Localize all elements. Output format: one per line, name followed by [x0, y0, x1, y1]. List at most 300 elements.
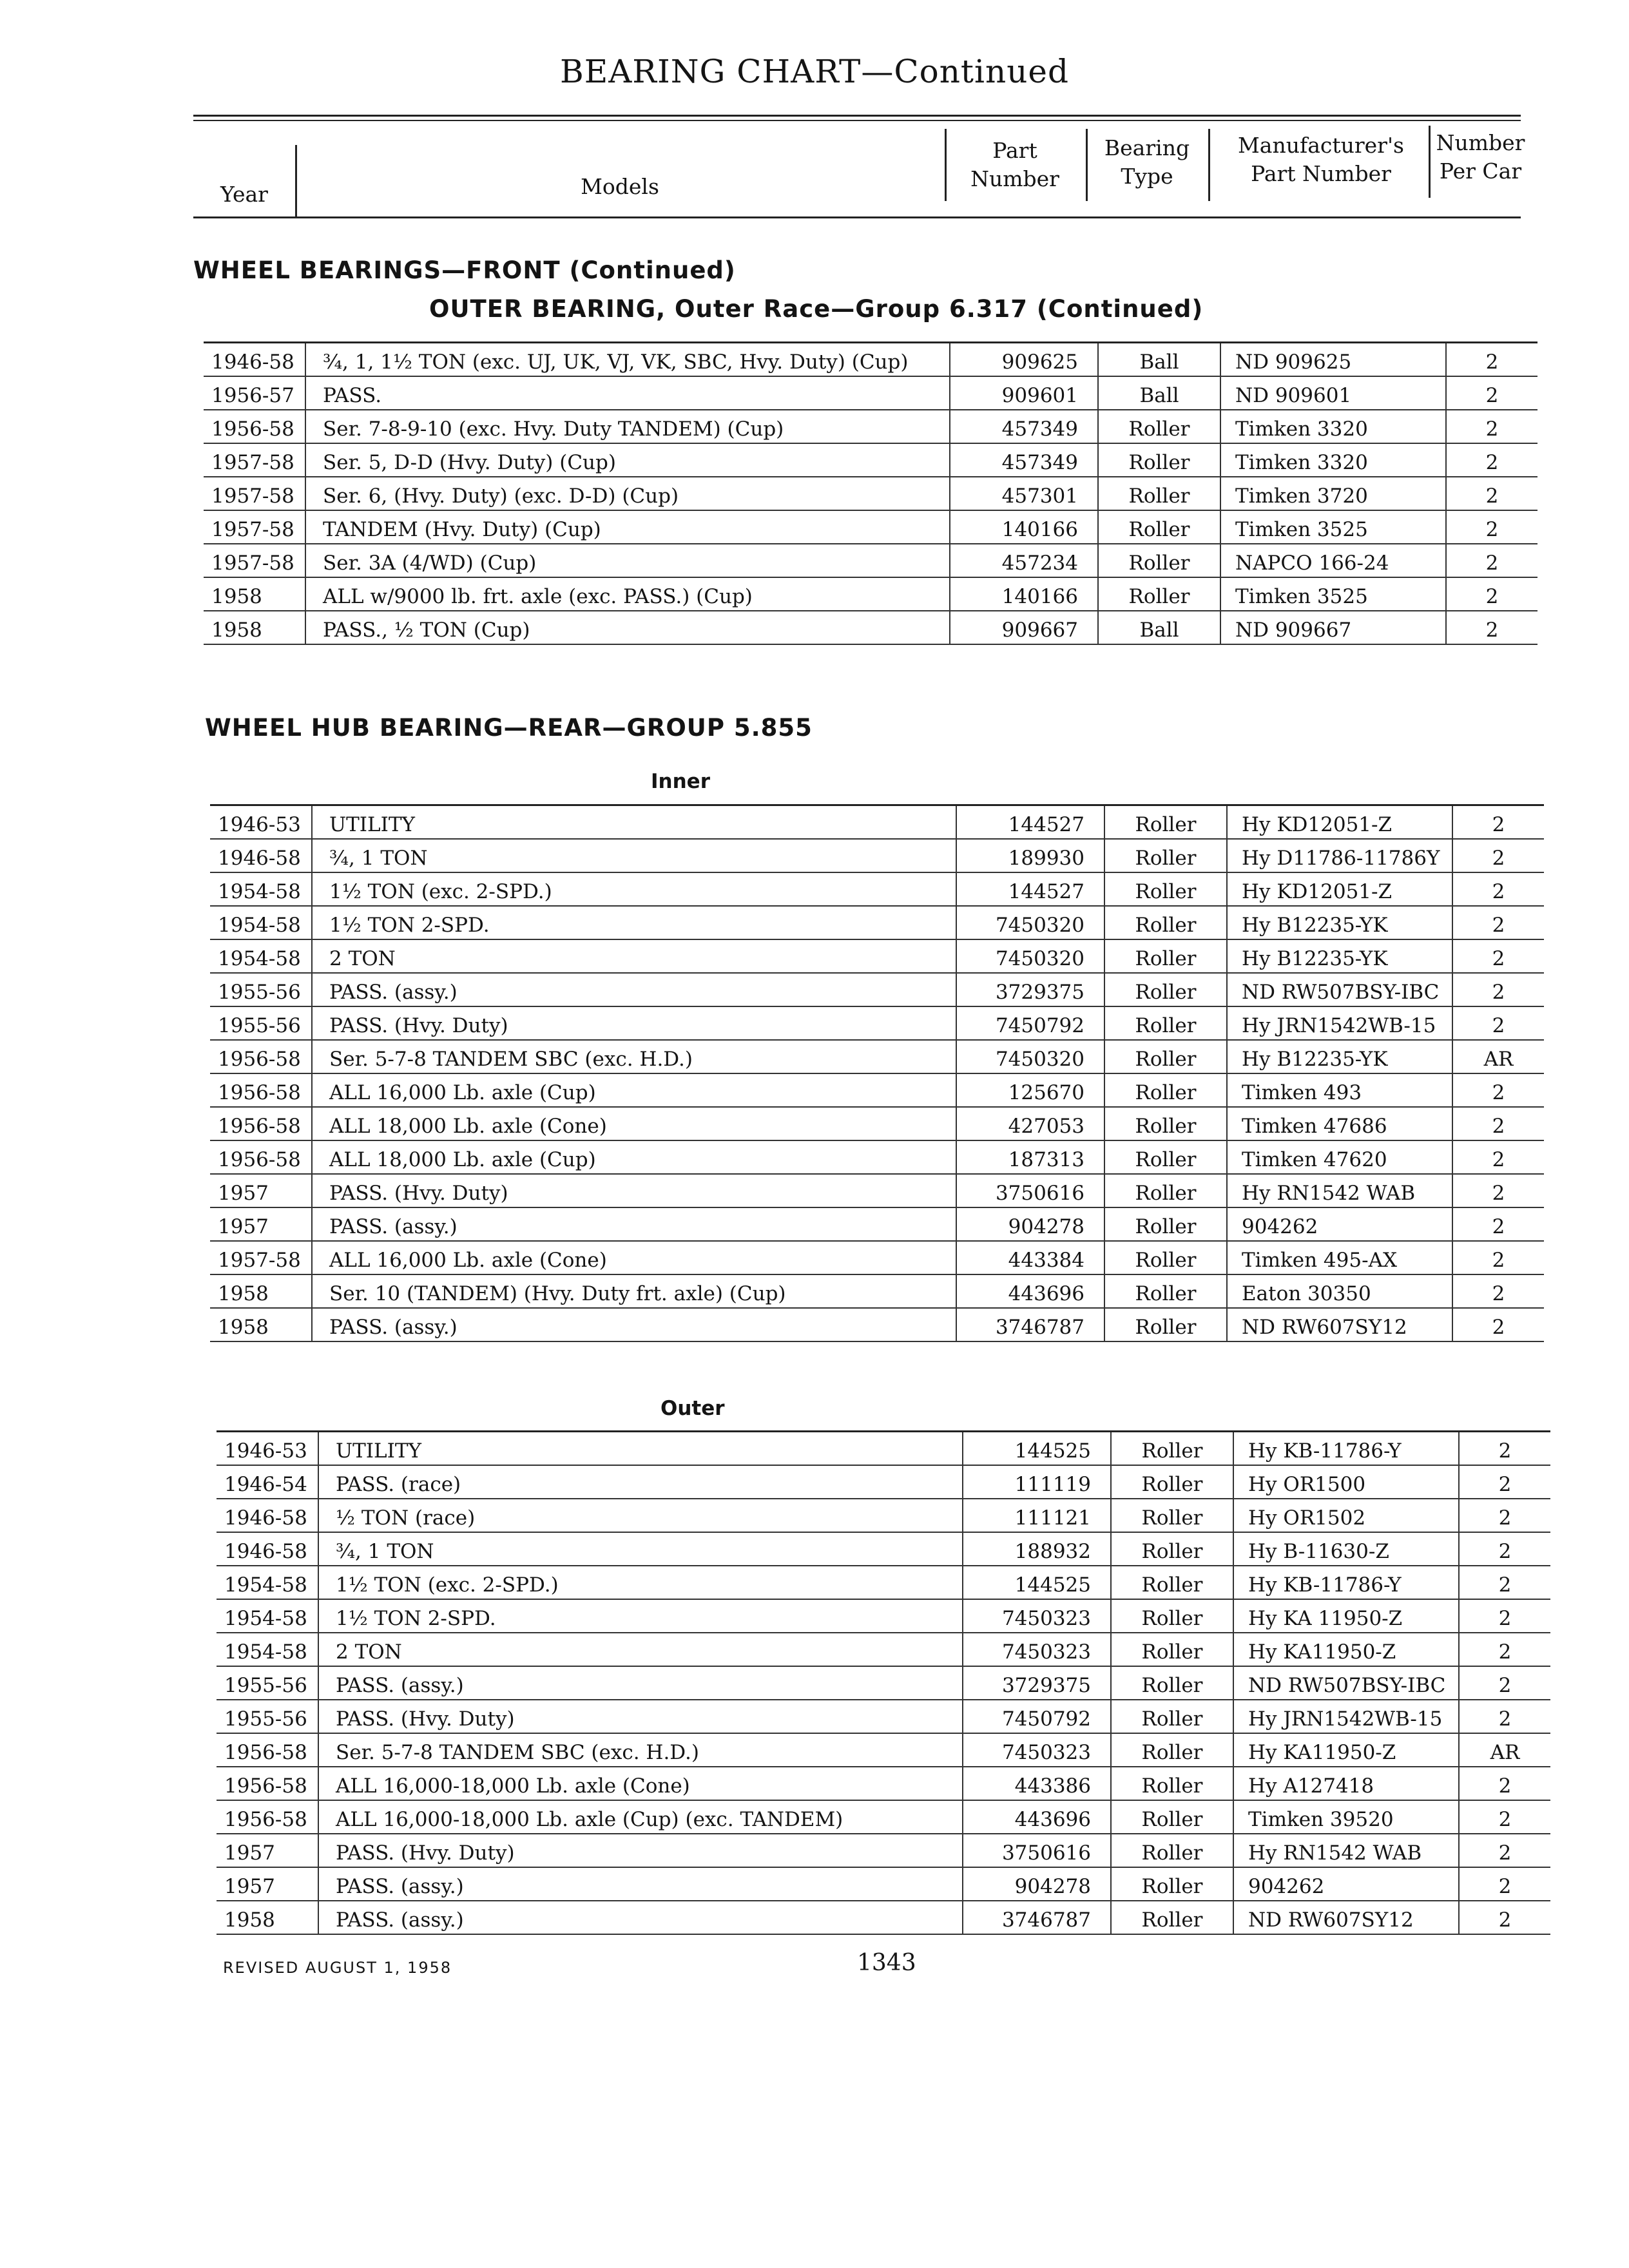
part-number-cell: 188932: [963, 1532, 1111, 1566]
year-cell: 1946-58: [217, 1532, 318, 1566]
number-per-car-cell: 2: [1446, 477, 1537, 510]
bearing-type-cell: Roller: [1098, 510, 1220, 544]
number-per-car-cell: 2: [1459, 1599, 1550, 1633]
part-number-cell: 111119: [963, 1465, 1111, 1499]
model-cell: 1½ TON (exc. 2-SPD.): [318, 1566, 963, 1599]
model-cell: ALL 18,000 Lb. axle (Cup): [312, 1140, 956, 1174]
manufacturer-part-cell: Hy KD12051-Z: [1227, 805, 1452, 840]
model-cell: PASS., ½ TON (Cup): [305, 611, 950, 644]
manufacturer-part-cell: Timken 39520: [1233, 1800, 1459, 1834]
bearing-type-cell: Ball: [1098, 343, 1220, 377]
year-cell: 1956-58: [210, 1073, 312, 1107]
number-per-car-cell: 2: [1459, 1666, 1550, 1700]
table-row: [217, 1666, 1550, 1700]
number-per-car-cell: 2: [1446, 577, 1537, 611]
table-row: [210, 906, 1544, 939]
revised-date: REVISED AUGUST 1, 1958: [223, 1959, 452, 1977]
year-cell: 1954-58: [210, 939, 312, 973]
manufacturer-part-cell: Hy KD12051-Z: [1227, 872, 1452, 906]
bearing-type-cell: Roller: [1098, 443, 1220, 477]
manufacturer-part-cell: Hy JRN1542WB-15: [1233, 1700, 1459, 1733]
table-row: [204, 343, 1537, 377]
part-number-cell: 427053: [956, 1107, 1104, 1140]
model-cell: PASS. (assy.): [312, 1308, 956, 1341]
bearing-type-cell: Roller: [1111, 1867, 1233, 1901]
subsection-title-inner: Inner: [651, 770, 710, 793]
number-per-car-cell: 2: [1459, 1499, 1550, 1532]
manufacturer-part-cell: Hy KA11950-Z: [1233, 1633, 1459, 1666]
manufacturer-part-cell: Hy B12235-YK: [1227, 906, 1452, 939]
manufacturer-part-cell: Hy B-11630-Z: [1233, 1532, 1459, 1566]
bearing-type-cell: Roller: [1104, 1308, 1227, 1341]
year-cell: 1957: [217, 1867, 318, 1901]
table-row: [204, 376, 1537, 410]
year-cell: 1957: [217, 1834, 318, 1867]
year-cell: 1958: [210, 1274, 312, 1308]
table-row: [210, 1006, 1544, 1040]
model-cell: PASS. (assy.): [318, 1901, 963, 1934]
year-cell: 1958: [204, 611, 305, 644]
number-per-car-cell: 2: [1452, 1006, 1544, 1040]
model-cell: ¾, 1 TON: [312, 839, 956, 872]
table-row: [210, 1073, 1544, 1107]
header-bottom-rule: [193, 216, 1521, 218]
section-title-front: WHEEL BEARINGS—FRONT (Continued): [193, 256, 736, 284]
manufacturer-part-cell: ND RW607SY12: [1233, 1901, 1459, 1934]
manufacturer-part-cell: Timken 3525: [1220, 577, 1446, 611]
bearing-type-cell: Roller: [1098, 577, 1220, 611]
bearing-type-cell: Roller: [1111, 1901, 1233, 1934]
year-cell: 1946-54: [217, 1465, 318, 1499]
header-divider: [1429, 126, 1431, 198]
model-cell: ALL 16,000-18,000 Lb. axle (Cone): [318, 1767, 963, 1800]
number-per-car-cell: 2: [1446, 443, 1537, 477]
table-row: [217, 1599, 1550, 1633]
model-cell: Ser. 10 (TANDEM) (Hvy. Duty frt. axle) (Cup): [312, 1274, 956, 1308]
year-cell: 1956-58: [204, 410, 305, 443]
part-number-cell: 909625: [950, 343, 1098, 377]
part-number-cell: 7450320: [956, 939, 1104, 973]
model-cell: Ser. 6, (Hvy. Duty) (exc. D-D) (Cup): [305, 477, 950, 510]
table-row: [204, 611, 1537, 644]
part-number-cell: 7450792: [956, 1006, 1104, 1040]
part-number-cell: 904278: [956, 1207, 1104, 1241]
number-per-car-cell: 2: [1459, 1767, 1550, 1800]
model-cell: PASS.: [305, 376, 950, 410]
model-cell: PASS. (assy.): [312, 973, 956, 1006]
model-cell: PASS. (race): [318, 1465, 963, 1499]
model-cell: ALL 16,000 Lb. axle (Cup): [312, 1073, 956, 1107]
bearing-type-cell: Roller: [1104, 1006, 1227, 1040]
year-cell: 1957-58: [204, 544, 305, 577]
table-row: [210, 839, 1544, 872]
manufacturer-part-cell: Hy KB-11786-Y: [1233, 1566, 1459, 1599]
model-cell: Ser. 5-7-8 TANDEM SBC (exc. H.D.): [312, 1040, 956, 1073]
manufacturer-part-cell: Timken 3320: [1220, 410, 1446, 443]
bearing-type-cell: Ball: [1098, 376, 1220, 410]
number-per-car-cell: 2: [1452, 973, 1544, 1006]
bearing-type-cell: Roller: [1104, 1140, 1227, 1174]
number-per-car-cell: 2: [1446, 376, 1537, 410]
number-per-car-cell: 2: [1459, 1566, 1550, 1599]
year-cell: 1957-58: [204, 477, 305, 510]
model-cell: 1½ TON 2-SPD.: [312, 906, 956, 939]
number-per-car-cell: 2: [1459, 1432, 1550, 1466]
manufacturer-part-cell: ND 909625: [1220, 343, 1446, 377]
bearing-type-cell: Roller: [1111, 1599, 1233, 1633]
bearing-type-cell: Roller: [1104, 839, 1227, 872]
year-cell: 1955-56: [217, 1700, 318, 1733]
year-cell: 1956-57: [204, 376, 305, 410]
manufacturer-part-cell: Hy OR1502: [1233, 1499, 1459, 1532]
number-per-car-cell: 2: [1452, 839, 1544, 872]
bearing-type-cell: Roller: [1104, 1073, 1227, 1107]
year-cell: 1954-58: [217, 1599, 318, 1633]
rear-inner-bearing-table: [210, 804, 1544, 1342]
table-row: [204, 577, 1537, 611]
table-row: [217, 1834, 1550, 1867]
table-row: [217, 1800, 1550, 1834]
number-per-car-cell: 2: [1452, 1207, 1544, 1241]
year-cell: 1956-58: [210, 1040, 312, 1073]
year-cell: 1958: [210, 1308, 312, 1341]
model-cell: ALL w/9000 lb. frt. axle (exc. PASS.) (Cup): [305, 577, 950, 611]
year-cell: 1958: [217, 1901, 318, 1934]
table-row: [217, 1767, 1550, 1800]
manufacturer-part-cell: Hy RN1542 WAB: [1227, 1174, 1452, 1207]
rear-outer-bearing-table: [217, 1430, 1550, 1935]
table-row: [217, 1633, 1550, 1666]
bearing-type-cell: Roller: [1111, 1566, 1233, 1599]
part-number-cell: 189930: [956, 839, 1104, 872]
number-per-car-cell: 2: [1452, 805, 1544, 840]
manufacturer-part-cell: Timken 47620: [1227, 1140, 1452, 1174]
year-cell: 1957-58: [204, 443, 305, 477]
bearing-type-cell: Roller: [1111, 1499, 1233, 1532]
number-per-car-cell: 2: [1446, 611, 1537, 644]
table-row: [204, 410, 1537, 443]
part-number-cell: 7450792: [963, 1700, 1111, 1733]
bearing-type-cell: Roller: [1111, 1733, 1233, 1767]
table-row: [217, 1432, 1550, 1466]
model-cell: ¾, 1 TON: [318, 1532, 963, 1566]
bearing-type-cell: Roller: [1104, 872, 1227, 906]
manufacturer-part-cell: Hy KA11950-Z: [1233, 1733, 1459, 1767]
manufacturer-part-cell: Hy D11786-11786Y: [1227, 839, 1452, 872]
subsection-title-outer: Outer: [660, 1397, 725, 1420]
manufacturer-part-cell: 904262: [1233, 1867, 1459, 1901]
table-row: [204, 510, 1537, 544]
part-number-cell: 7450323: [963, 1733, 1111, 1767]
bearing-type-cell: Roller: [1104, 1174, 1227, 1207]
bearing-type-cell: Roller: [1104, 1274, 1227, 1308]
number-per-car-cell: 2: [1452, 1107, 1544, 1140]
year-cell: 1954-58: [217, 1566, 318, 1599]
bearing-type-cell: Roller: [1104, 1107, 1227, 1140]
manufacturer-part-cell: 904262: [1227, 1207, 1452, 1241]
year-cell: 1956-58: [217, 1767, 318, 1800]
manufacturer-part-cell: Timken 495-AX: [1227, 1241, 1452, 1274]
manufacturer-part-cell: Hy OR1500: [1233, 1465, 1459, 1499]
part-number-cell: 909601: [950, 376, 1098, 410]
part-number-cell: 457349: [950, 410, 1098, 443]
bearing-type-cell: Roller: [1111, 1666, 1233, 1700]
part-number-cell: 7450320: [956, 1040, 1104, 1073]
number-per-car-cell: 2: [1452, 1174, 1544, 1207]
table-row: [210, 1241, 1544, 1274]
model-cell: ALL 18,000 Lb. axle (Cone): [312, 1107, 956, 1140]
model-cell: 1½ TON 2-SPD.: [318, 1599, 963, 1633]
manufacturer-part-cell: ND RW607SY12: [1227, 1308, 1452, 1341]
manufacturer-part-cell: Hy KA 11950-Z: [1233, 1599, 1459, 1633]
model-cell: TANDEM (Hvy. Duty) (Cup): [305, 510, 950, 544]
col-header-part-number: Part Number: [970, 138, 1059, 191]
part-number-cell: 7450320: [956, 906, 1104, 939]
year-cell: 1956-58: [210, 1107, 312, 1140]
manufacturer-part-cell: ND RW507BSY-IBC: [1227, 973, 1452, 1006]
model-cell: PASS. (Hvy. Duty): [312, 1174, 956, 1207]
table-row: [217, 1867, 1550, 1901]
model-cell: 2 TON: [312, 939, 956, 973]
manufacturer-part-cell: Timken 493: [1227, 1073, 1452, 1107]
table-row: [210, 1107, 1544, 1140]
part-number-cell: 443696: [956, 1274, 1104, 1308]
bearing-type-cell: Roller: [1111, 1465, 1233, 1499]
table-row: [204, 544, 1537, 577]
part-number-cell: 3746787: [956, 1308, 1104, 1341]
part-number-cell: 443386: [963, 1767, 1111, 1800]
manufacturer-part-cell: NAPCO 166-24: [1220, 544, 1446, 577]
model-cell: ALL 16,000-18,000 Lb. axle (Cup) (exc. TANDEM): [318, 1800, 963, 1834]
bearing-type-cell: Roller: [1111, 1432, 1233, 1466]
year-cell: 1954-58: [217, 1633, 318, 1666]
year-cell: 1957-58: [210, 1241, 312, 1274]
manufacturer-part-cell: ND 909601: [1220, 376, 1446, 410]
manufacturer-part-cell: Hy A127418: [1233, 1767, 1459, 1800]
model-cell: Ser. 5, D-D (Hvy. Duty) (Cup): [305, 443, 950, 477]
table-row: [210, 805, 1544, 840]
col-header-models: Models: [581, 174, 659, 199]
table-row: [217, 1733, 1550, 1767]
page-number: 1343: [857, 1950, 916, 1976]
model-cell: PASS. (assy.): [312, 1207, 956, 1241]
year-cell: 1955-56: [217, 1666, 318, 1700]
part-number-cell: 7450323: [963, 1633, 1111, 1666]
model-cell: PASS. (assy.): [318, 1666, 963, 1700]
part-number-cell: 144525: [963, 1566, 1111, 1599]
bearing-type-cell: Roller: [1111, 1700, 1233, 1733]
model-cell: 2 TON: [318, 1633, 963, 1666]
number-per-car-cell: 2: [1459, 1700, 1550, 1733]
number-per-car-cell: 2: [1459, 1800, 1550, 1834]
table-row: [210, 1040, 1544, 1073]
year-cell: 1956-58: [210, 1140, 312, 1174]
bearing-type-cell: Ball: [1098, 611, 1220, 644]
year-cell: 1955-56: [210, 1006, 312, 1040]
section-title-rear: WHEEL HUB BEARING—REAR—GROUP 5.855: [205, 714, 813, 742]
header-divider: [1208, 129, 1210, 201]
model-cell: ½ TON (race): [318, 1499, 963, 1532]
table-row: [210, 939, 1544, 973]
year-cell: 1957: [210, 1174, 312, 1207]
bearing-type-cell: Roller: [1104, 1207, 1227, 1241]
part-number-cell: 3746787: [963, 1901, 1111, 1934]
year-cell: 1954-58: [210, 872, 312, 906]
bearing-type-cell: Roller: [1098, 410, 1220, 443]
year-cell: 1946-53: [210, 805, 312, 840]
number-per-car-cell: 2: [1452, 906, 1544, 939]
number-per-car-cell: 2: [1452, 1274, 1544, 1308]
header-divider: [1086, 129, 1088, 201]
manufacturer-part-cell: Hy B12235-YK: [1227, 1040, 1452, 1073]
table-row: [217, 1499, 1550, 1532]
table-row: [210, 973, 1544, 1006]
front-outer-bearing-table: [204, 341, 1537, 645]
manufacturer-part-cell: Hy JRN1542WB-15: [1227, 1006, 1452, 1040]
part-number-cell: 457301: [950, 477, 1098, 510]
part-number-cell: 111121: [963, 1499, 1111, 1532]
number-per-car-cell: 2: [1446, 544, 1537, 577]
part-number-cell: 3750616: [963, 1834, 1111, 1867]
part-number-cell: 144527: [956, 805, 1104, 840]
bearing-type-cell: Roller: [1111, 1633, 1233, 1666]
bearing-type-cell: Roller: [1098, 477, 1220, 510]
manufacturer-part-cell: Timken 47686: [1227, 1107, 1452, 1140]
year-cell: 1946-53: [217, 1432, 318, 1466]
table-row: [210, 1274, 1544, 1308]
manufacturer-part-cell: Timken 3525: [1220, 510, 1446, 544]
part-number-cell: 125670: [956, 1073, 1104, 1107]
part-number-cell: 909667: [950, 611, 1098, 644]
year-cell: 1954-58: [210, 906, 312, 939]
table-row: [210, 1140, 1544, 1174]
manufacturer-part-cell: Timken 3320: [1220, 443, 1446, 477]
number-per-car-cell: 2: [1452, 872, 1544, 906]
header-top-rule-2: [193, 120, 1521, 121]
bearing-type-cell: Roller: [1111, 1834, 1233, 1867]
manufacturer-part-cell: Eaton 30350: [1227, 1274, 1452, 1308]
year-cell: 1958: [204, 577, 305, 611]
number-per-car-cell: 2: [1452, 1308, 1544, 1341]
bearing-type-cell: Roller: [1104, 939, 1227, 973]
number-per-car-cell: 2: [1446, 410, 1537, 443]
page-title: BEARING CHART—Continued: [559, 53, 1070, 90]
number-per-car-cell: 2: [1446, 510, 1537, 544]
year-cell: 1946-58: [204, 343, 305, 377]
part-number-cell: 443384: [956, 1241, 1104, 1274]
model-cell: PASS. (Hvy. Duty): [318, 1700, 963, 1733]
manufacturer-part-cell: Hy RN1542 WAB: [1233, 1834, 1459, 1867]
number-per-car-cell: 2: [1446, 343, 1537, 377]
col-header-number-per-car: Number Per Car: [1436, 130, 1525, 184]
col-header-year: Year: [220, 182, 268, 207]
model-cell: PASS. (assy.): [318, 1867, 963, 1901]
year-cell: 1957-58: [204, 510, 305, 544]
part-number-cell: 457234: [950, 544, 1098, 577]
table-row: [217, 1566, 1550, 1599]
bearing-type-cell: Roller: [1111, 1767, 1233, 1800]
number-per-car-cell: 2: [1459, 1901, 1550, 1934]
bearing-type-cell: Roller: [1104, 1241, 1227, 1274]
number-per-car-cell: 2: [1459, 1532, 1550, 1566]
table-row: [210, 872, 1544, 906]
part-number-cell: 140166: [950, 577, 1098, 611]
model-cell: ¾, 1, 1½ TON (exc. UJ, UK, VJ, VK, SBC, Hvy. Duty) (Cup): [305, 343, 950, 377]
part-number-cell: 457349: [950, 443, 1098, 477]
manufacturer-part-cell: Hy B12235-YK: [1227, 939, 1452, 973]
bearing-type-cell: Roller: [1104, 973, 1227, 1006]
year-cell: 1957: [210, 1207, 312, 1241]
number-per-car-cell: 2: [1459, 1465, 1550, 1499]
number-per-car-cell: 2: [1459, 1633, 1550, 1666]
number-per-car-cell: 2: [1459, 1834, 1550, 1867]
model-cell: 1½ TON (exc. 2-SPD.): [312, 872, 956, 906]
part-number-cell: 3750616: [956, 1174, 1104, 1207]
number-per-car-cell: 2: [1452, 1140, 1544, 1174]
number-per-car-cell: AR: [1459, 1733, 1550, 1767]
year-cell: 1946-58: [217, 1499, 318, 1532]
section-subtitle-outer-bearing: OUTER BEARING, Outer Race—Group 6.317 (Continued): [429, 295, 1204, 323]
number-per-car-cell: 2: [1452, 1241, 1544, 1274]
part-number-cell: 144527: [956, 872, 1104, 906]
table-row: [217, 1901, 1550, 1934]
table-row: [217, 1465, 1550, 1499]
model-cell: PASS. (Hvy. Duty): [318, 1834, 963, 1867]
part-number-cell: 443696: [963, 1800, 1111, 1834]
year-cell: 1955-56: [210, 973, 312, 1006]
number-per-car-cell: 2: [1452, 939, 1544, 973]
year-cell: 1956-58: [217, 1800, 318, 1834]
part-number-cell: 140166: [950, 510, 1098, 544]
manufacturer-part-cell: Hy KB-11786-Y: [1233, 1432, 1459, 1466]
year-cell: 1946-58: [210, 839, 312, 872]
part-number-cell: 7450323: [963, 1599, 1111, 1633]
part-number-cell: 187313: [956, 1140, 1104, 1174]
table-row: [210, 1207, 1544, 1241]
model-cell: ALL 16,000 Lb. axle (Cone): [312, 1241, 956, 1274]
header-divider: [945, 129, 947, 201]
manufacturer-part-cell: ND 909667: [1220, 611, 1446, 644]
model-cell: PASS. (Hvy. Duty): [312, 1006, 956, 1040]
bearing-type-cell: Roller: [1098, 544, 1220, 577]
bearing-type-cell: Roller: [1104, 805, 1227, 840]
number-per-car-cell: AR: [1452, 1040, 1544, 1073]
part-number-cell: 3729375: [956, 973, 1104, 1006]
model-cell: UTILITY: [318, 1432, 963, 1466]
table-row: [204, 443, 1537, 477]
col-header-bearing-type: Bearing Type: [1104, 135, 1190, 189]
manufacturer-part-cell: Timken 3720: [1220, 477, 1446, 510]
table-row: [217, 1532, 1550, 1566]
year-cell: 1956-58: [217, 1733, 318, 1767]
table-row: [217, 1700, 1550, 1733]
part-number-cell: 904278: [963, 1867, 1111, 1901]
model-cell: UTILITY: [312, 805, 956, 840]
col-header-manufacturer-part-number: Manufacturer's Part Number: [1238, 133, 1404, 186]
model-cell: Ser. 5-7-8 TANDEM SBC (exc. H.D.): [318, 1733, 963, 1767]
model-cell: Ser. 7-8-9-10 (exc. Hvy. Duty TANDEM) (Cup): [305, 410, 950, 443]
header-top-rule: [193, 115, 1521, 117]
bearing-type-cell: Roller: [1111, 1532, 1233, 1566]
table-row: [210, 1308, 1544, 1341]
bearing-type-cell: Roller: [1104, 1040, 1227, 1073]
model-cell: Ser. 3A (4/WD) (Cup): [305, 544, 950, 577]
bearing-type-cell: Roller: [1104, 906, 1227, 939]
part-number-cell: 144525: [963, 1432, 1111, 1466]
table-row: [210, 1174, 1544, 1207]
table-row: [204, 477, 1537, 510]
bearing-type-cell: Roller: [1111, 1800, 1233, 1834]
